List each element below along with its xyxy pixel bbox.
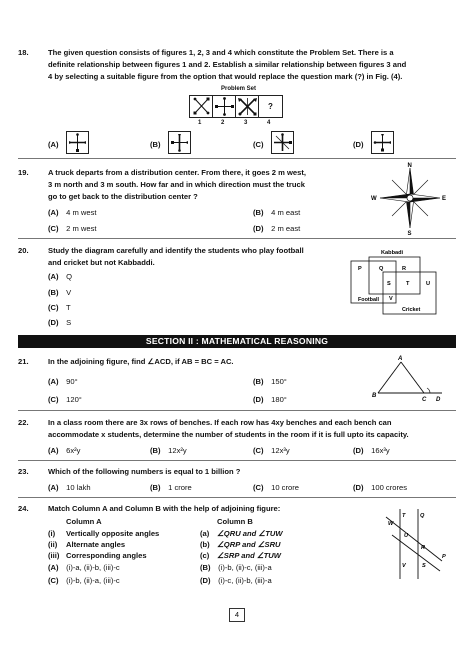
svg-text:V: V <box>389 296 393 302</box>
q20-line-1: Study the diagram carefully and identify the students who play football <box>48 246 304 255</box>
svg-text:S: S <box>387 281 391 287</box>
col-b-row-2: (b) ∠QRP and ∠SRU <box>200 540 281 549</box>
compass-rose-icon <box>370 160 450 236</box>
q18-option-b[interactable]: (B) <box>150 140 161 149</box>
svg-text:Q: Q <box>420 513 425 519</box>
q18-line-3: 4 by selecting a suitable figure from the option that would replace the question mark (?) in Fig. (4). <box>48 72 403 81</box>
svg-text:C: C <box>422 397 427 403</box>
q18-option-b-figure <box>168 131 191 154</box>
label-kabbadi: Kabbadi <box>381 250 404 256</box>
column-a-heading: Column A <box>66 517 102 526</box>
venn-diagram <box>350 244 440 324</box>
q20-option-b[interactable]: (B) V <box>48 288 72 297</box>
compass-w: W <box>371 196 377 202</box>
q23-number: 23. <box>18 467 29 476</box>
q21-text: In the adjoining figure, find ∠ACD, if AB = BC = AC. <box>48 357 234 366</box>
q23-option-b[interactable]: (B) 1 crore <box>150 483 192 492</box>
q19-option-c[interactable]: (C) 2 m west <box>48 224 97 233</box>
q21-number: 21. <box>18 357 29 366</box>
col-a-row-1: (i) Vertically opposite angles <box>48 529 160 538</box>
label-football: Football <box>358 297 379 303</box>
label-cricket: Cricket <box>402 307 421 313</box>
q19-option-b[interactable]: (B) 4 m east <box>253 208 301 217</box>
svg-text:P: P <box>442 554 446 560</box>
col-a-row-3: (iii) Corresponding angles <box>48 551 147 560</box>
divider <box>18 410 456 411</box>
q22-option-c[interactable]: (C) 12x³y <box>253 446 290 455</box>
q24-option-b[interactable]: (B) (i)-b, (ii)-c, (iii)-a <box>200 563 272 572</box>
divider <box>18 460 456 461</box>
q19-option-a[interactable]: (A) 4 m west <box>48 208 97 217</box>
q18-line-1: The given question consists of figures 1, 2, 3 and 4 which constitute the Problem Set. There is a <box>48 48 394 57</box>
svg-text:U: U <box>404 533 409 539</box>
svg-text:U: U <box>426 281 431 287</box>
col-b-row-1: (a) ∠QRU and ∠TUW <box>200 529 283 538</box>
q23-option-d[interactable]: (D) 100 crores <box>353 483 408 492</box>
q18-option-a[interactable]: (A) <box>48 140 59 149</box>
svg-text:V: V <box>402 563 406 569</box>
fig-number-1: 1 <box>198 120 202 126</box>
problem-figure-2 <box>212 95 237 118</box>
q24-text: Match Column A and Column B with the help of adjoining figure: <box>48 504 281 513</box>
q18-option-c[interactable]: (C) <box>253 140 264 149</box>
compass-s: S <box>407 231 412 236</box>
q22-option-d[interactable]: (D) 16x³y <box>353 446 390 455</box>
q21-option-c[interactable]: (C) 120° <box>48 395 82 404</box>
col-a-row-2: (ii) Alternate angles <box>48 540 126 549</box>
page-number: 4 <box>229 608 245 622</box>
q22-number: 22. <box>18 418 29 427</box>
q19-line-1: A truck departs from a distribution center. From there, it goes 2 m west, <box>48 168 306 177</box>
q22-line-1: In a class room there are 3x rows of benches. If each row has 4xy benches and each bench can <box>48 418 392 427</box>
problem-figure-4: ? <box>258 95 283 118</box>
q18-option-a-figure <box>66 131 89 154</box>
compass-e: E <box>442 196 447 202</box>
problem-figure-3 <box>235 95 260 118</box>
q24-option-c[interactable]: (C) (i)-b, (ii)-a, (iii)-c <box>48 576 120 585</box>
svg-text:B: B <box>372 393 377 399</box>
q19-line-2: 3 m north and 3 m south. How far and in which direction must the truck <box>48 180 305 189</box>
column-b-heading: Column B <box>217 517 253 526</box>
q21-option-b[interactable]: (B) 150° <box>253 377 287 386</box>
svg-text:W: W <box>388 521 394 527</box>
svg-text:T: T <box>402 513 406 519</box>
q18-line-2: definite relationship between figures 1 and 2. Establish a similar relationship between figures 3 and <box>48 60 407 69</box>
svg-text:A: A <box>398 356 403 362</box>
svg-text:P: P <box>358 266 362 272</box>
q21-option-d[interactable]: (D) 180° <box>253 395 287 404</box>
q23-option-a[interactable]: (A) 10 lakh <box>48 483 91 492</box>
q20-line-2: and cricket but not Kabbaddi. <box>48 258 155 267</box>
fig-number-4: 4 <box>267 120 271 126</box>
q24-number: 24. <box>18 504 29 513</box>
q20-option-d[interactable]: (D) S <box>48 318 72 327</box>
q21-option-a[interactable]: (A) 90° <box>48 377 78 386</box>
q20-option-a[interactable]: (A) Q <box>48 272 73 281</box>
svg-text:R: R <box>402 266 407 272</box>
q22-option-a[interactable]: (A) 6x²y <box>48 446 81 455</box>
q23-option-c[interactable]: (C) 10 crore <box>253 483 299 492</box>
svg-text:Q: Q <box>379 266 384 272</box>
svg-text:R: R <box>421 545 426 551</box>
col-b-row-3: (c) ∠SRP and ∠TUW <box>200 551 281 560</box>
divider <box>18 158 456 159</box>
q18-option-d[interactable]: (D) <box>353 140 364 149</box>
q19-number: 19. <box>18 168 29 177</box>
problem-figure-1 <box>189 95 214 118</box>
compass-n: N <box>407 163 412 169</box>
svg-text:T: T <box>406 281 410 287</box>
q24-option-a[interactable]: (A) (i)-a, (ii)-b, (iii)-c <box>48 563 120 572</box>
triangle-figure <box>370 352 450 404</box>
problem-set-label: Problem Set <box>221 86 257 92</box>
q20-number: 20. <box>18 246 29 255</box>
divider <box>18 497 456 498</box>
q24-option-d[interactable]: (D) (i)-c, (ii)-b, (iii)-a <box>200 576 272 585</box>
q22-line-2: accommodate x students, determine the number of students in the room if it is full upto its capacity. <box>48 430 409 439</box>
q18-option-d-figure <box>371 131 394 154</box>
fig-number-2: 2 <box>221 120 225 126</box>
parallel-lines-figure <box>370 505 456 585</box>
q20-option-c[interactable]: (C) T <box>48 303 71 312</box>
q23-text: Which of the following numbers is equal to 1 billion ? <box>48 467 241 476</box>
q18-option-c-figure <box>271 131 294 154</box>
divider <box>18 238 456 239</box>
svg-text:D: D <box>436 397 441 403</box>
fig-number-3: 3 <box>244 120 248 126</box>
q19-option-d[interactable]: (D) 2 m east <box>253 224 301 233</box>
q19-line-3: go to get back to the distribution center ? <box>48 192 198 201</box>
q22-option-b[interactable]: (B) 12x²y <box>150 446 187 455</box>
q18-number: 18. <box>18 48 29 57</box>
svg-text:S: S <box>422 563 426 569</box>
section-title: SECTION II : MATHEMATICAL REASONING <box>18 335 456 348</box>
